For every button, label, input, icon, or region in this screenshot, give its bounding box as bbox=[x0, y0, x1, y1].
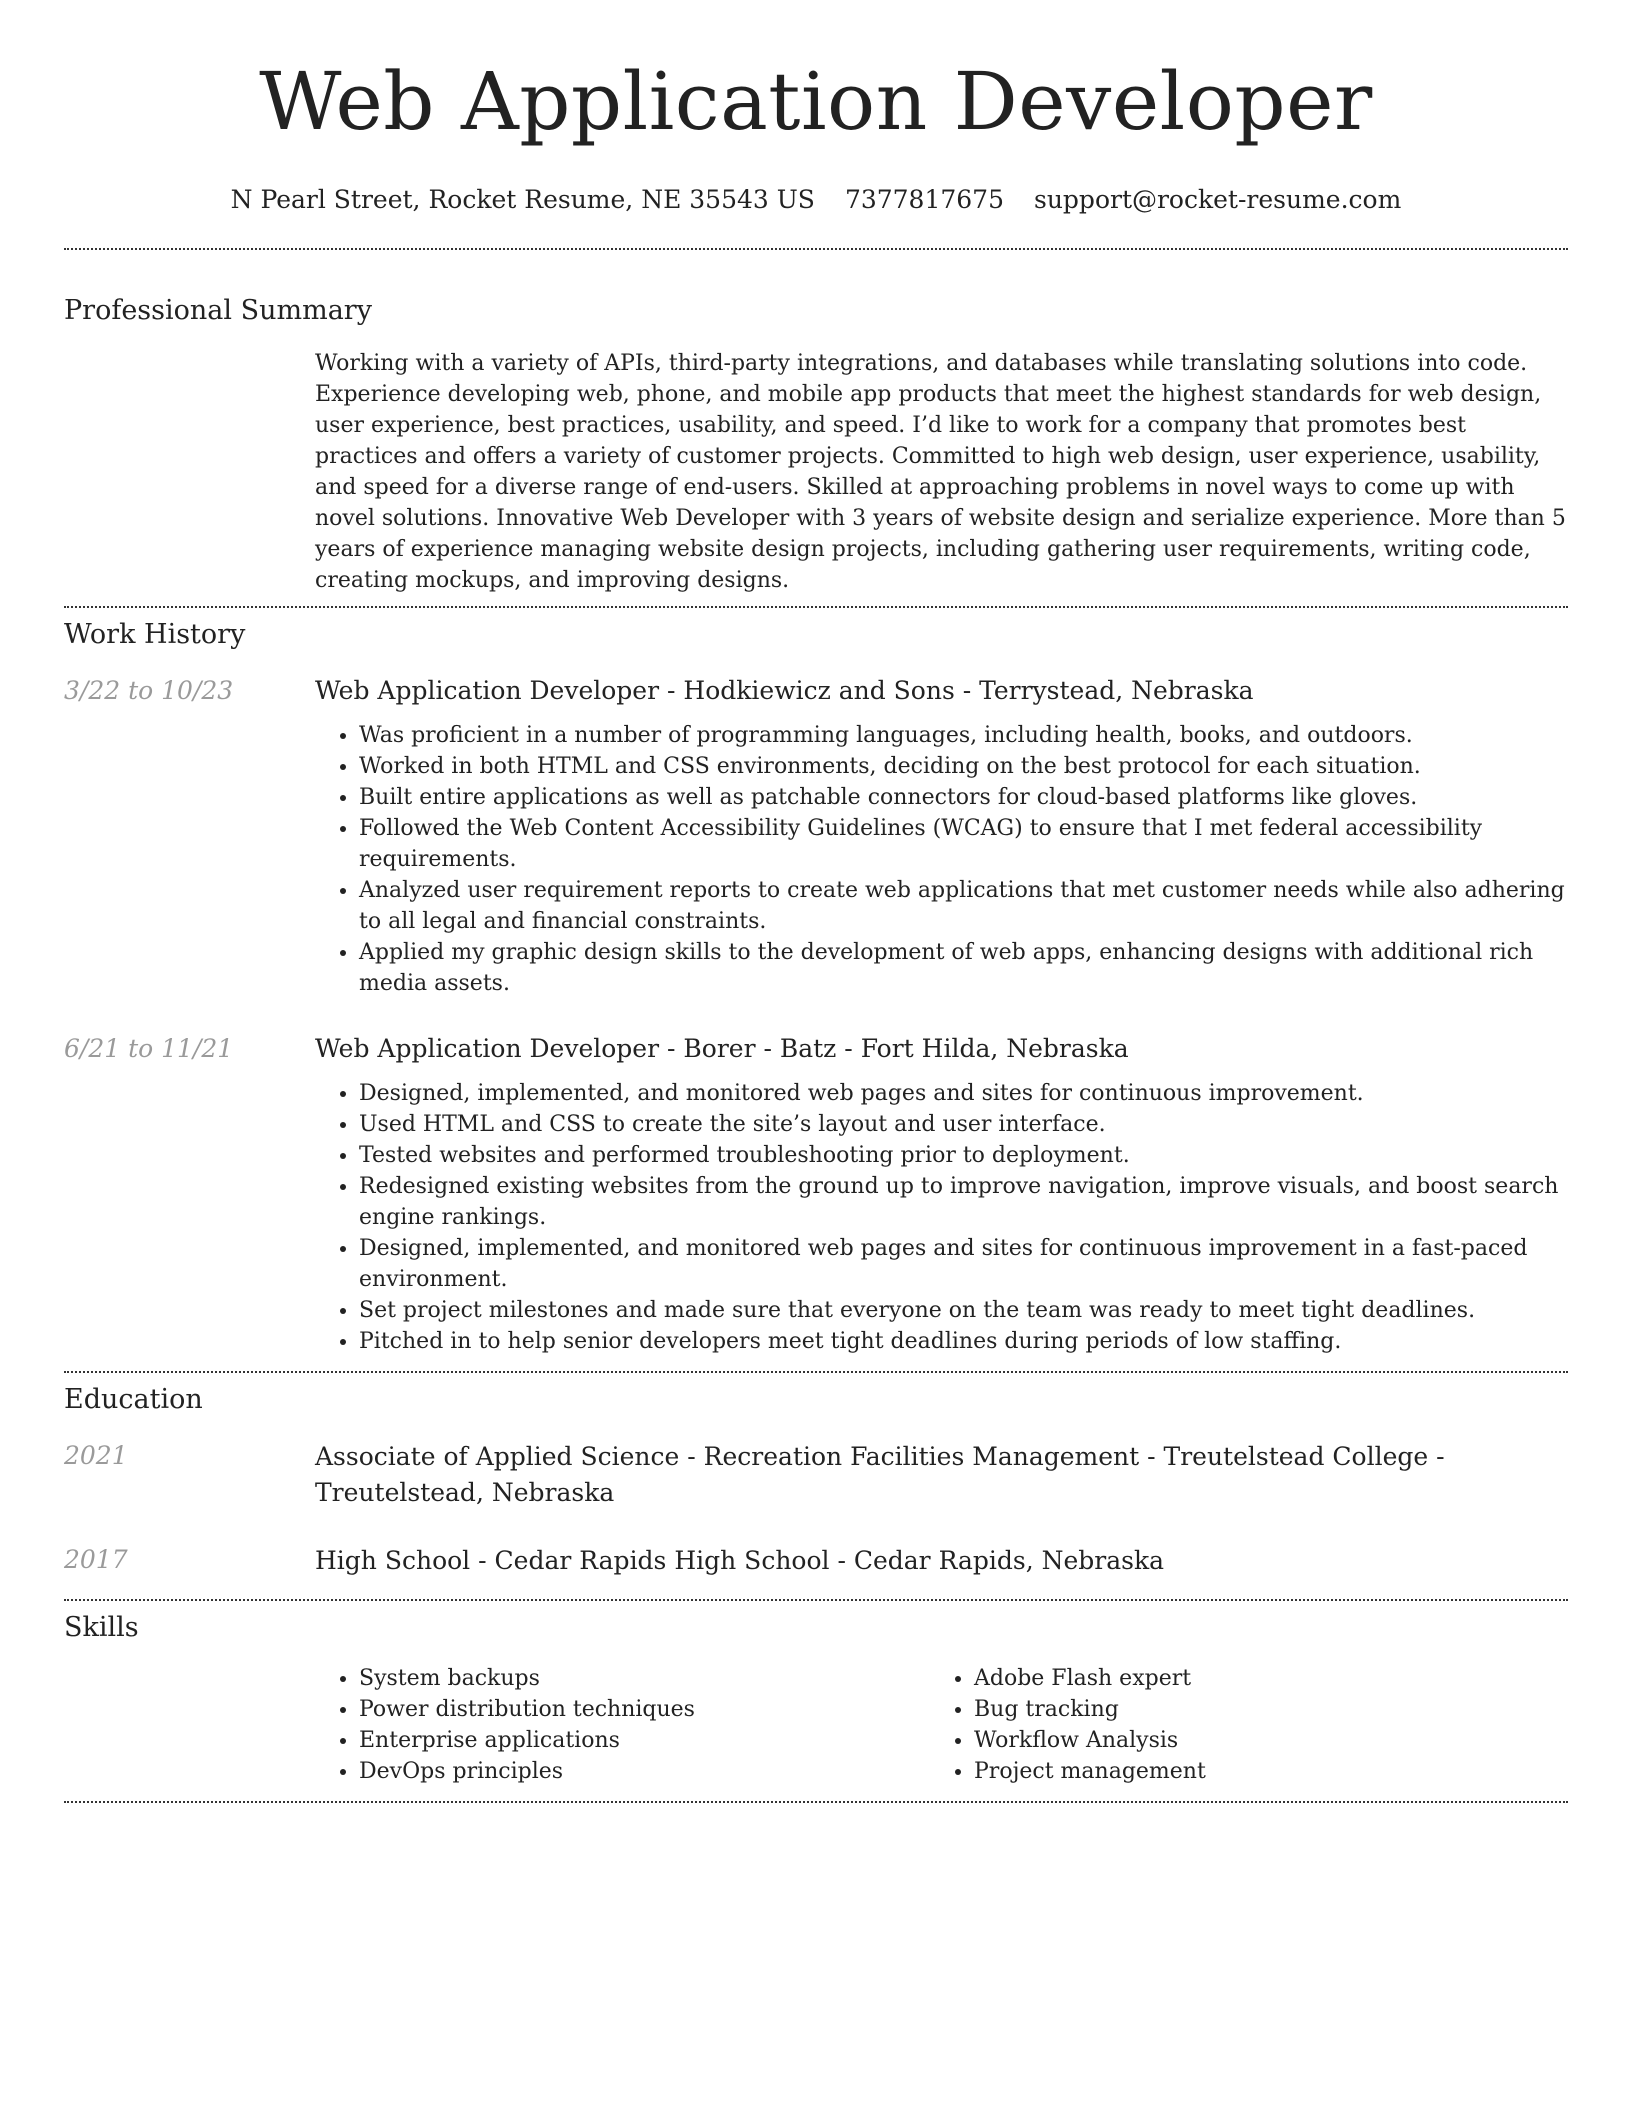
degree-name: High School bbox=[315, 1546, 471, 1575]
list-item: • Pitched in to help senior developers meet tight deadlines during periods of low staffing. bbox=[359, 1326, 1568, 1357]
skill-item: • System backups bbox=[359, 1663, 930, 1694]
skill-item: • DevOps principles bbox=[359, 1756, 930, 1787]
school-info: - Treutelstead College - Treutelstead, Nebraska bbox=[315, 1442, 1445, 1507]
list-item: • Built entire applications as well as patchable connectors for cloud-based platforms like gloves. bbox=[359, 782, 1568, 813]
skill-item: • Power distribution techniques bbox=[359, 1694, 930, 1725]
education-entry bbox=[64, 1439, 1568, 1511]
divider bbox=[64, 1371, 1568, 1373]
degree-name: Associate of Applied Science - Recreation Facilities Management bbox=[315, 1442, 1140, 1471]
job-dates: 3/22 to 10/23 bbox=[64, 676, 234, 705]
work-history-heading: Work History bbox=[64, 619, 246, 650]
education-year: 2017 bbox=[64, 1545, 128, 1574]
summary-section bbox=[64, 294, 1568, 596]
list-item: • Redesigned existing websites from the ground up to improve navigation, improve visuals, and boost search engine rankings. bbox=[359, 1171, 1568, 1233]
summary-heading: Professional Summary bbox=[64, 295, 372, 326]
divider bbox=[64, 1801, 1568, 1803]
job-bullets bbox=[315, 1078, 1568, 1357]
education-title bbox=[315, 1439, 1568, 1511]
contact-address: N Pearl Street, Rocket Resume, NE 35543 US bbox=[230, 185, 815, 214]
education-entry bbox=[64, 1543, 1568, 1579]
skill-item: • Bug tracking bbox=[974, 1694, 1545, 1725]
school-info: - Cedar Rapids High School - Cedar Rapids, Nebraska bbox=[470, 1546, 1165, 1575]
skills-list-left bbox=[315, 1663, 930, 1787]
contact-line bbox=[64, 184, 1568, 216]
list-item: • Designed, implemented, and monitored web pages and sites for continuous improvement. bbox=[359, 1078, 1568, 1109]
job-entry bbox=[64, 1032, 1568, 1357]
education-heading: Education bbox=[64, 1384, 203, 1415]
list-item: • Was proficient in a number of programming languages, including health, books, and outdoors. bbox=[359, 720, 1568, 751]
skills-section bbox=[64, 1611, 1568, 1787]
summary-text: Working with a variety of APIs, third-party integrations, and databases while translating solutions into code. Experience developing web, phone, and mobile app products that meet the highest standards for web design, user experience, best practices, usability, and speed. I’d like to work for a company that promotes best practices and offers a variety of customer projects. Committed to high web design, user experience, usability, and speed for a diverse range of end-users. Skilled at approaching problems in novel ways to come up with novel solutions. Innovative Web Developer with 3 years of website design and serialize experience. More than 5 years of experience managing website design projects, including gathering user requirements, writing code, creating mockups, and improving designs. bbox=[315, 351, 1566, 593]
list-item: • Designed, implemented, and monitored web pages and sites for continuous improvement in a fast-paced environment. bbox=[359, 1233, 1568, 1295]
job-dates: 6/21 to 11/21 bbox=[64, 1034, 234, 1063]
job-title: Web Application Developer - Hodkiewicz and Sons - Terrystead, Nebraska bbox=[315, 676, 1254, 705]
list-item: • Set project milestones and made sure that everyone on the team was ready to meet tight deadlines. bbox=[359, 1295, 1568, 1326]
contact-email: support@rocket-resume.com bbox=[1034, 185, 1402, 214]
skill-item: • Enterprise applications bbox=[359, 1725, 930, 1756]
list-item: • Tested websites and performed troubleshooting prior to deployment. bbox=[359, 1140, 1568, 1171]
skill-item: • Project management bbox=[974, 1756, 1545, 1787]
contact-phone: 7377817675 bbox=[844, 185, 1004, 214]
job-title: Web Application Developer - Borer - Batz - Fort Hilda, Nebraska bbox=[315, 1034, 1129, 1063]
divider bbox=[64, 606, 1568, 608]
divider bbox=[64, 1599, 1568, 1601]
list-item: • Followed the Web Content Accessibility Guidelines (WCAG) to ensure that I met federal accessibility requirements. bbox=[359, 813, 1568, 875]
skills-heading: Skills bbox=[64, 1612, 139, 1643]
education-title bbox=[315, 1543, 1568, 1579]
education-year: 2021 bbox=[64, 1441, 128, 1470]
education-section bbox=[64, 1383, 1568, 1579]
work-history-section bbox=[64, 618, 1568, 1357]
list-item: • Applied my graphic design skills to the development of web apps, enhancing designs with additional rich media assets. bbox=[359, 937, 1568, 999]
list-item: • Worked in both HTML and CSS environments, deciding on the best protocol for each situation. bbox=[359, 751, 1568, 782]
list-item: • Analyzed user requirement reports to create web applications that met customer needs while also adhering to all legal and financial constraints. bbox=[359, 875, 1568, 937]
skills-list-right bbox=[930, 1663, 1545, 1787]
job-bullets bbox=[315, 720, 1568, 999]
skill-item: • Adobe Flash expert bbox=[974, 1663, 1545, 1694]
job-entry bbox=[64, 674, 1568, 999]
divider bbox=[64, 248, 1568, 250]
list-item: • Used HTML and CSS to create the site’s layout and user interface. bbox=[359, 1109, 1568, 1140]
skill-item: • Workflow Analysis bbox=[974, 1725, 1545, 1756]
resume-title: Web Application Developer bbox=[259, 55, 1373, 148]
